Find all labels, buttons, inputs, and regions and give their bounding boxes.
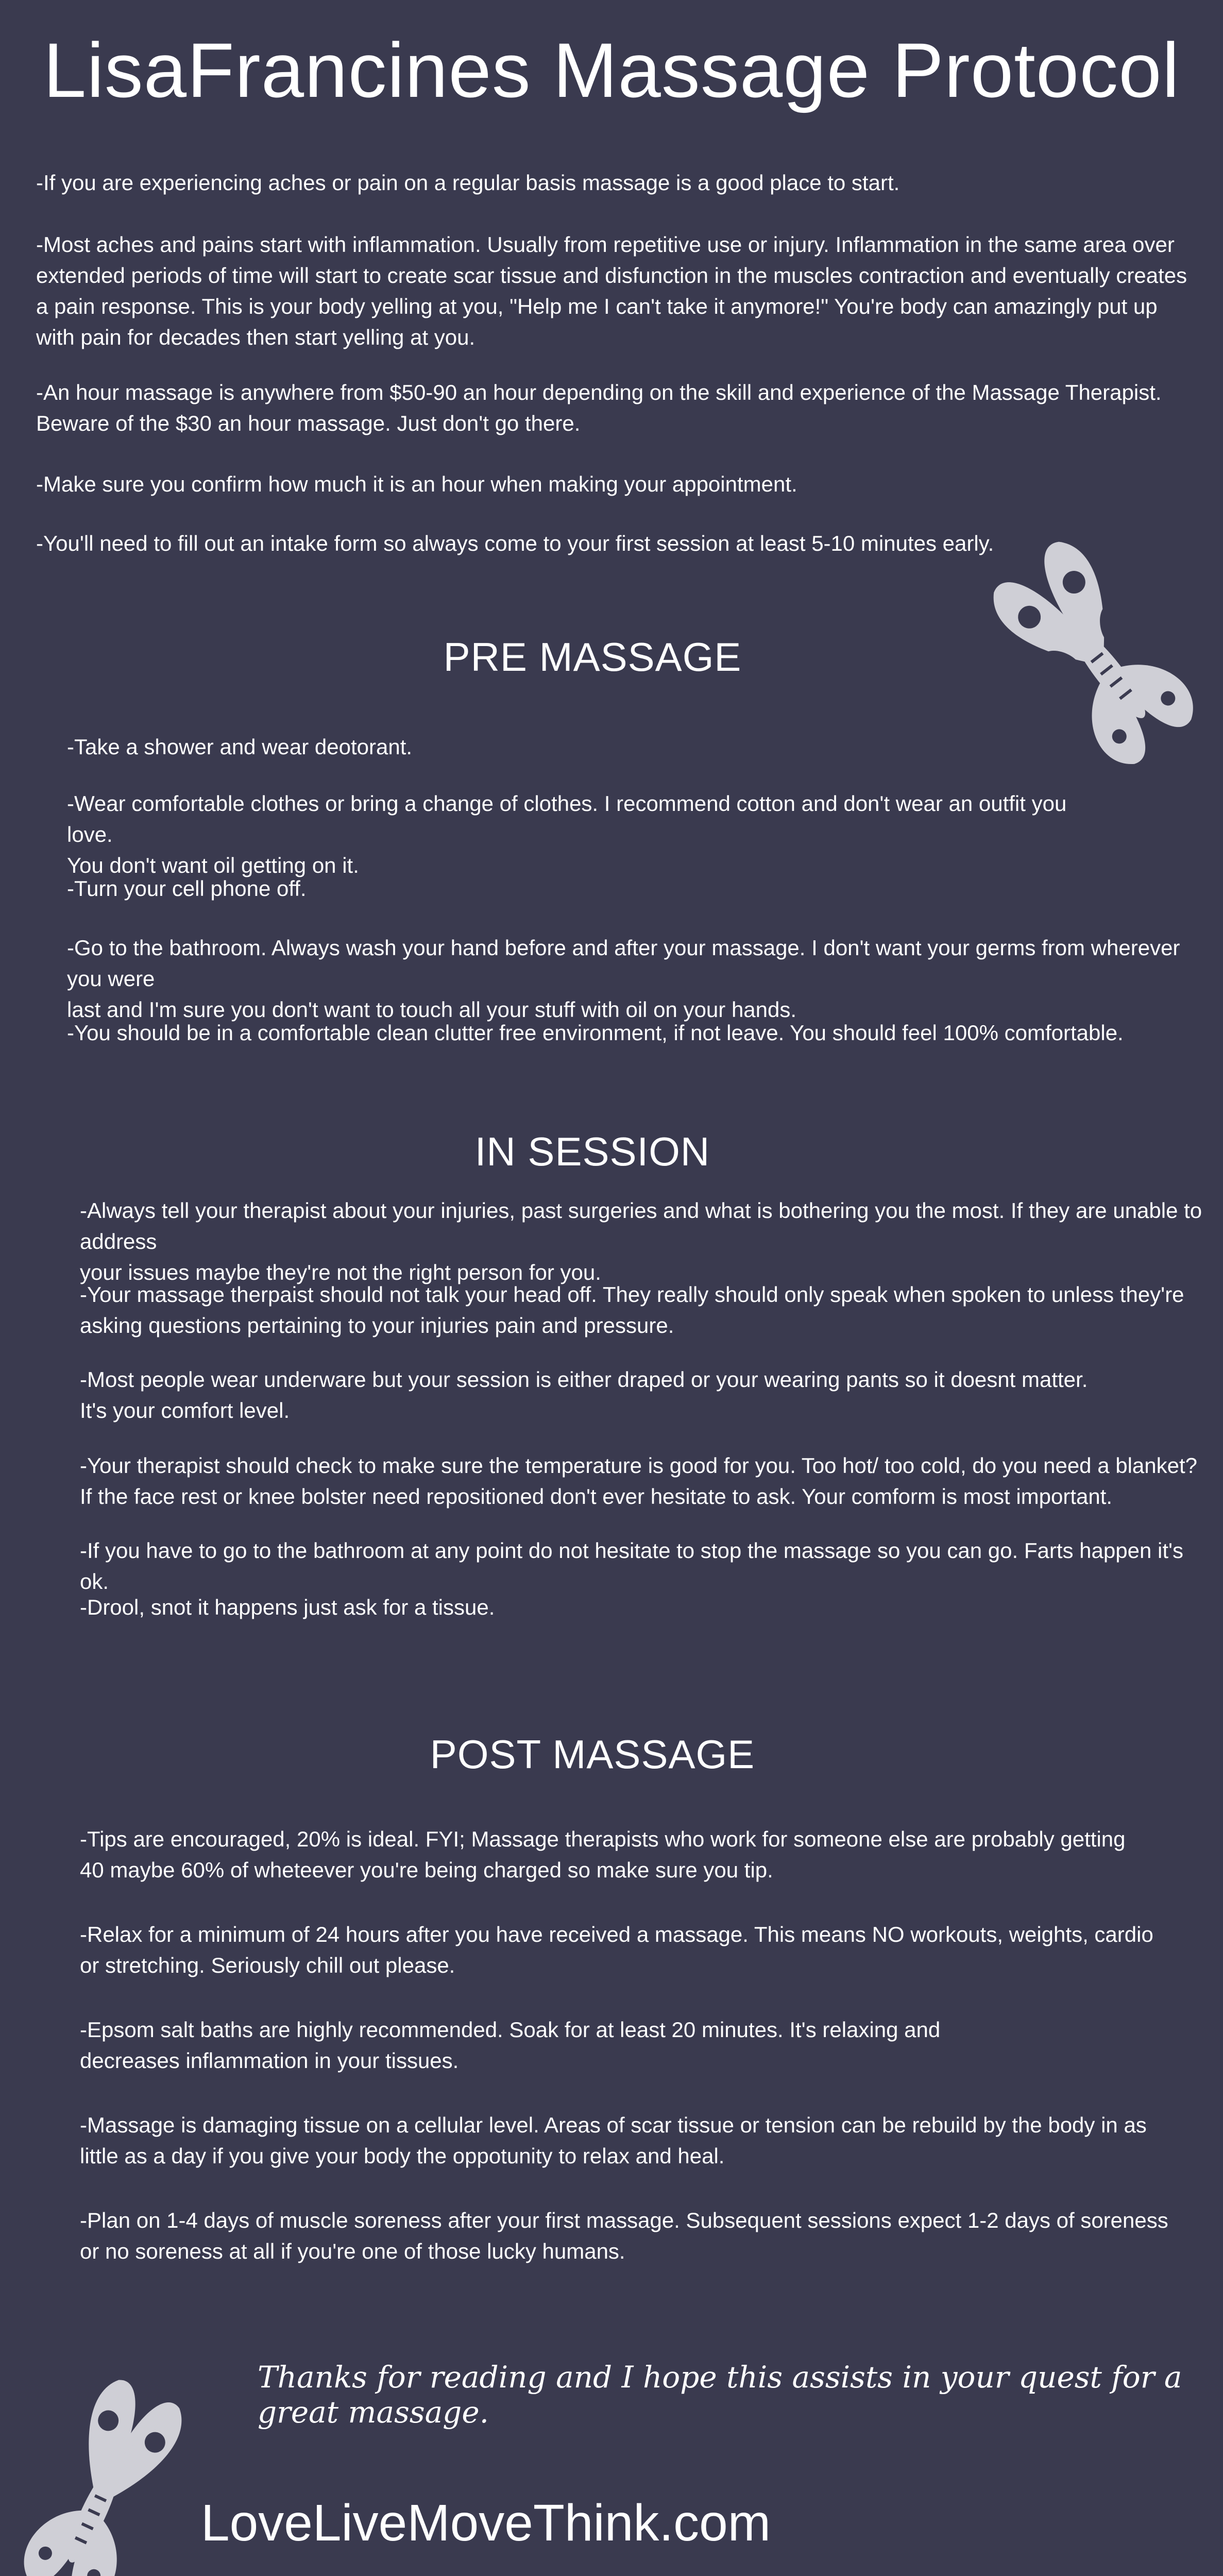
intro-paragraph: -If you are experiencing aches or pain on a regular basis massage is a good place to start. [36,171,900,195]
pre-massage-item: -Take a shower and wear deotorant. [67,735,413,759]
closing-message: Thanks for reading and I hope this assists in your quest for a great massage. [258,2360,1182,2430]
post-massage-item: -Plan on 1-4 days of muscle soreness after your first massage. Subsequent sessions expect 1-2 days of soreness or no soreness at all if you're one of those lucky humans. [80,2208,1168,2263]
intro-paragraph: -An hour massage is anywhere from $50-90 an hour depending on the skill and experience of the Massage Therapist. Beware of the $30 an hour massage. Just don't go there. [36,380,1162,435]
intro-paragraph: -Most aches and pains start with inflammation. Usually from repetitive use or injury. Inflammation in the same area over extended periods of time will start to create scar tissue and disfunction in the muscles contraction and eventually creates a pain response. This is your body yelling at you, "Help me I can't take it anymore!" You're body can amazingly put up with pain for decades then start yelling at you. [36,232,1187,349]
in-session-item: -Most people wear underware but your session is either draped or your wearing pants so it doesnt matter. It's your comfort level. [80,1367,1088,1422]
pre-massage-item: -You should be in a comfortable clean clutter free environment, if not leave. You should feel 100% comfortable. [67,1021,1124,1045]
website-link[interactable]: LoveLiveMoveThink.com [201,2494,771,2552]
pre-massage-item: -Turn your cell phone off. [67,876,307,901]
intro-paragraph: -Make sure you confirm how much it is an hour when making your appointment. [36,472,797,496]
moth-icon [0,2365,201,2576]
pre-massage-item: -Wear comfortable clothes or bring a change of clothes. I recommend cotton and don't wear an outfit you love. You don't want oil getting on it. [67,791,1067,877]
post-massage-item: -Tips are encouraged, 20% is ideal. FYI; Massage therapists who work for someone else are probably getting 40 maybe 60% of wheteever you're being charged so make sure you tip. [80,1827,1126,1882]
page-title: LisaFrancines Massage Protocol [43,27,1180,113]
post-massage-item: -Epsom salt baths are highly recommended. Soak for at least 20 minutes. It's relaxing and decreases inflammation in your tissues. [80,2018,941,2073]
post-massage-item: -Relax for a minimum of 24 hours after you have received a massage. This means NO workouts, weights, cardio or stretching. Seriously chill out please. [80,1922,1153,1977]
in-session-item: -Drool, snot it happens just ask for a tissue. [80,1595,495,1619]
section-heading-in-session: IN SESSION [474,1129,710,1174]
section-heading-pre-massage: PRE MASSAGE [443,634,742,680]
in-session-item: -Always tell your therapist about your injuries, past surgeries and what is bothering you the most. If they are unable to address your issues maybe they're not the right person for you. [80,1198,1202,1284]
section-heading-post-massage: POST MASSAGE [430,1732,755,1777]
post-massage-item: -Massage is damaging tissue on a cellular level. Areas of scar tissue or tension can be rebuild by the body in as little as a day if you give your body the oppotunity to relax and heal. [80,2113,1147,2168]
in-session-item: -Your massage therpaist should not talk your head off. They really should only speak when spoken to unless they're asking questions pertaining to your injuries pain and pressure. [80,1282,1184,1337]
intro-paragraph: -You'll need to fill out an intake form so always come to your first session at least 5-10 minutes early. [36,531,994,555]
pre-massage-item: -Go to the bathroom. Always wash your hand before and after your massage. I don't want your germs from wherever you were last and I'm sure you don't want to touch all your stuff with oil on your hands. [67,936,1180,1022]
in-session-item: -Your therapist should check to make sure the temperature is good for you. Too hot/ too cold, do you need a blanket? If the face rest or knee bolster need repositioned don't ever hesitate to ask. Your comform is most important. [80,1453,1198,1509]
in-session-item: -If you have to go to the bathroom at any point do not hesitate to stop the massage so you can go. Farts happen it's ok. [80,1538,1184,1594]
